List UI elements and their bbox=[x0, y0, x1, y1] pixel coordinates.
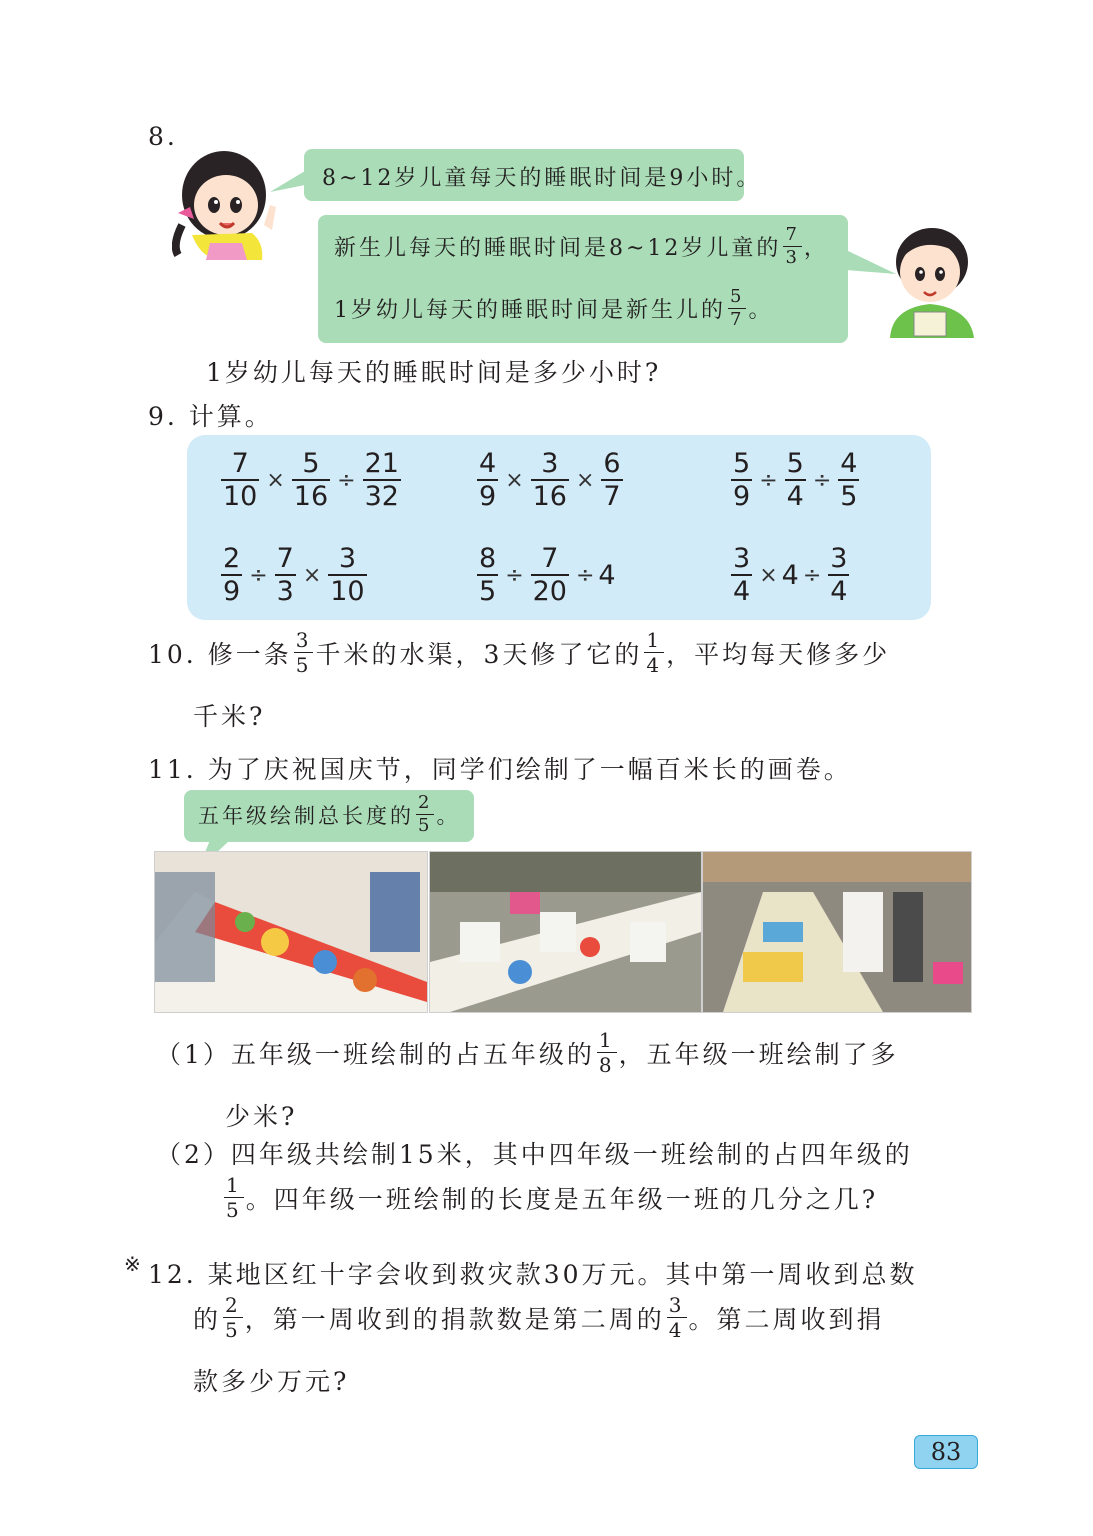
bubble-tail-icon bbox=[270, 168, 310, 198]
text-segment: 5 bbox=[302, 448, 320, 479]
text-segment: 20 bbox=[532, 576, 567, 607]
numerator: 5 bbox=[730, 286, 745, 307]
fraction bbox=[731, 450, 752, 510]
text-segment: 。第二周收到捐 bbox=[688, 1304, 885, 1334]
text-segment: ÷ bbox=[337, 467, 356, 493]
text-segment: ÷ bbox=[759, 467, 778, 493]
text-segment: 9 bbox=[733, 481, 751, 512]
text-segment: 1 bbox=[598, 1028, 615, 1052]
calc-2b bbox=[474, 545, 616, 605]
problem-11-title: 11. 为了庆祝国庆节，同学们绘制了一幅百米长的画卷。 bbox=[148, 755, 852, 784]
problem-12-line1: 12. 某地区红十字会收到救灾款30万元。其中第一周收到总数 bbox=[148, 1260, 918, 1289]
text-segment: 3 bbox=[276, 576, 294, 607]
bubble-girl-text: 8~12岁儿童每天的睡眠时间是9小时。 bbox=[322, 166, 762, 191]
text-segment: 5 bbox=[786, 448, 804, 479]
fraction bbox=[221, 450, 259, 510]
text-segment: 10 bbox=[223, 481, 258, 512]
text-segment: 3 bbox=[668, 1293, 685, 1317]
problem-11-q2-line2 bbox=[222, 1175, 878, 1220]
text-segment: 1 bbox=[646, 628, 663, 652]
text-segment: 3 bbox=[541, 448, 559, 479]
fraction bbox=[221, 545, 242, 605]
text-segment: 4 bbox=[830, 576, 848, 607]
text-segment: ，第一周收到的捐款数是第二周的 bbox=[244, 1304, 665, 1334]
text-segment: 7 bbox=[276, 543, 294, 574]
numerator: 7 bbox=[785, 224, 800, 245]
calc-1a bbox=[218, 450, 404, 510]
text-segment: ，平均每天修多少 bbox=[666, 639, 891, 669]
text-segment: 4 bbox=[786, 481, 804, 512]
boy-illustration bbox=[884, 220, 979, 338]
fraction bbox=[531, 450, 569, 510]
text-segment: × bbox=[266, 467, 285, 493]
text-segment: 16 bbox=[293, 481, 329, 512]
text-segment: 9 bbox=[223, 576, 241, 607]
text-segment: ÷ bbox=[505, 562, 524, 588]
fraction bbox=[531, 545, 569, 605]
fraction bbox=[828, 545, 849, 605]
optional-mark: ※ bbox=[124, 1252, 141, 1276]
fraction bbox=[601, 450, 622, 510]
problem-12-line3: 款多少万元? bbox=[193, 1367, 350, 1396]
text-segment: 千米的水渠，3天修了它的 bbox=[315, 639, 643, 669]
text-segment: 5 bbox=[733, 448, 751, 479]
text-segment: 16 bbox=[532, 481, 567, 512]
fraction bbox=[224, 1175, 244, 1220]
fraction bbox=[731, 545, 752, 605]
text-segment: × bbox=[505, 467, 524, 493]
text-segment: 7 bbox=[231, 448, 249, 479]
text-segment: 21 bbox=[364, 448, 399, 479]
fraction bbox=[223, 1295, 243, 1340]
bubble-boy-line2 bbox=[334, 288, 773, 329]
fraction bbox=[328, 545, 366, 605]
text-segment: ÷ bbox=[575, 562, 595, 588]
text-segment: 3 bbox=[295, 628, 312, 652]
text-segment: 4 bbox=[668, 1318, 685, 1342]
text-segment: 10 bbox=[330, 576, 365, 607]
bubble-boy-line1 bbox=[334, 226, 829, 267]
text-segment: 的 bbox=[193, 1304, 222, 1334]
calc-1b bbox=[474, 450, 626, 510]
text-segment: 。四年级一班绘制的长度是五年级一班的几分之几? bbox=[245, 1184, 879, 1214]
fraction bbox=[838, 450, 859, 510]
problem-12-line2 bbox=[193, 1295, 885, 1340]
bubble-boy-text-a: 新生儿每天的睡眠时间是8~12岁儿童的 bbox=[334, 236, 782, 261]
problem-10-line1 bbox=[148, 630, 890, 675]
fraction bbox=[785, 450, 806, 510]
text-segment: 8 bbox=[479, 543, 497, 574]
bubble-p11-text bbox=[198, 794, 460, 835]
photo-painting-2 bbox=[429, 851, 702, 1013]
denominator: 3 bbox=[785, 247, 800, 268]
text-segment: 32 bbox=[364, 481, 399, 512]
fraction bbox=[783, 226, 801, 267]
text-segment: 五年级绘制总长度的 bbox=[198, 803, 414, 828]
problem-11-q1-line1 bbox=[156, 1030, 899, 1075]
text-segment: 2 bbox=[223, 543, 241, 574]
text-segment: ÷ bbox=[802, 562, 822, 588]
problem-11-q2-line1: （2）四年级共绘制15米，其中四年级一班绘制的占四年级的 bbox=[156, 1140, 913, 1169]
bubble-boy-text-d: 。 bbox=[748, 298, 774, 323]
page-number: 83 bbox=[914, 1435, 978, 1469]
text-segment: 5 bbox=[479, 576, 497, 607]
text-segment: 3 bbox=[338, 543, 357, 574]
text-segment: 5 bbox=[226, 1198, 242, 1222]
calc-1c bbox=[728, 450, 862, 510]
number: 4 bbox=[598, 559, 616, 591]
number: 4 bbox=[781, 559, 799, 591]
fraction bbox=[644, 630, 664, 675]
text-segment: 4 bbox=[479, 448, 497, 479]
photo-painting-3 bbox=[702, 851, 972, 1013]
text-segment: 7 bbox=[541, 543, 559, 574]
text-segment: 4 bbox=[733, 576, 751, 607]
text-segment: 5 bbox=[295, 653, 312, 677]
text-segment: 。 bbox=[436, 803, 461, 828]
problem-8-number: 8. bbox=[148, 122, 178, 151]
fraction bbox=[667, 1295, 687, 1340]
problem-10-line2: 千米? bbox=[193, 702, 266, 731]
bubble-boy-text-c: 1岁幼儿每天的睡眠时间是新生儿的 bbox=[334, 298, 726, 323]
text-segment: × bbox=[759, 562, 778, 588]
text-segment: 4 bbox=[840, 448, 858, 479]
problem-9-title: 9. 计算。 bbox=[148, 402, 273, 431]
calc-2c bbox=[728, 545, 852, 605]
text-segment: 6 bbox=[603, 448, 621, 479]
denominator: 7 bbox=[730, 309, 745, 330]
text-segment: 2 bbox=[225, 1293, 241, 1317]
fraction bbox=[294, 630, 314, 675]
bubble-boy-text-b: ， bbox=[803, 236, 829, 261]
text-segment: × bbox=[302, 562, 322, 588]
text-segment: ÷ bbox=[249, 562, 268, 588]
text-segment: ，五年级一班绘制了多 bbox=[618, 1039, 899, 1069]
text-segment: ÷ bbox=[812, 467, 832, 493]
text-segment: 4 bbox=[646, 653, 663, 677]
text-segment: 5 bbox=[225, 1318, 241, 1342]
fraction bbox=[275, 545, 296, 605]
fraction bbox=[477, 545, 498, 605]
fraction bbox=[597, 1030, 617, 1075]
text-segment: 9 bbox=[479, 481, 497, 512]
text-segment: 3 bbox=[830, 543, 848, 574]
text-segment: 5 bbox=[418, 815, 433, 836]
problem-11-q1-line2: 少米? bbox=[225, 1102, 298, 1131]
text-segment: 5 bbox=[840, 481, 858, 512]
problem-8-question: 1岁幼儿每天的睡眠时间是多少小时? bbox=[206, 358, 662, 387]
text-segment: 8 bbox=[598, 1053, 615, 1077]
text-segment: 3 bbox=[733, 543, 751, 574]
text-segment: （1）五年级一班绘制的占五年级的 bbox=[156, 1039, 595, 1069]
fraction bbox=[728, 288, 746, 329]
fraction bbox=[363, 450, 401, 510]
text-segment: 10. 修一条 bbox=[148, 639, 292, 669]
text-segment: × bbox=[575, 467, 595, 493]
fraction bbox=[477, 450, 498, 510]
fraction bbox=[416, 794, 434, 835]
text-segment: 1 bbox=[226, 1173, 242, 1197]
text-segment: 7 bbox=[603, 481, 621, 512]
text-segment: 2 bbox=[418, 792, 433, 813]
calc-2a bbox=[218, 545, 370, 605]
fraction bbox=[292, 450, 330, 510]
photo-painting-1 bbox=[154, 851, 428, 1013]
